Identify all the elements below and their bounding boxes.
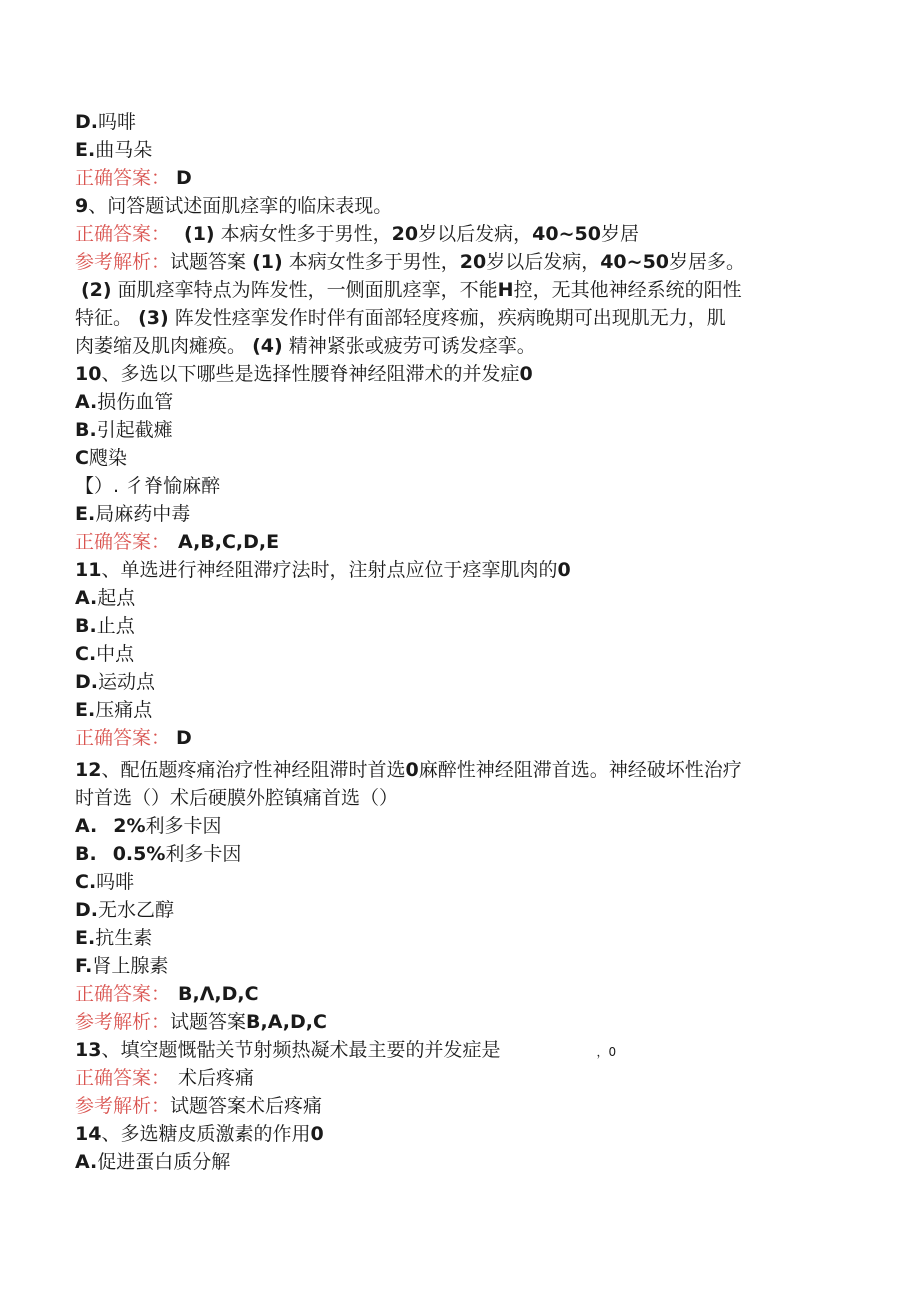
question-text: 、填空题慨骷关节射频热凝术最主要的并发症是 (101, 1039, 501, 1061)
option-text: 局麻药中毒 (95, 503, 191, 525)
option-a (75, 584, 845, 612)
question-number: 10 (75, 363, 102, 385)
option-d (75, 668, 845, 696)
option-label: B. (75, 843, 97, 865)
explanation-line (75, 332, 845, 360)
explanation-text: 岁以后发病， (486, 251, 601, 273)
option-a (75, 812, 845, 840)
explanation-line (75, 304, 845, 332)
question-10 (75, 360, 845, 388)
question-12 (75, 756, 845, 784)
point-number: (4) (252, 335, 283, 357)
number: 0.5% (112, 843, 166, 865)
option-label: E. (75, 699, 96, 721)
number: H (497, 279, 514, 301)
option-a (75, 388, 845, 416)
question-text: 、配伍题疼痛治疗性神经阻滞时首选 (101, 759, 406, 781)
answer-value: A,B,C,D,E (178, 531, 280, 553)
option-text: 抗生素 (95, 927, 153, 949)
option-e (75, 500, 845, 528)
question-end: 0 (519, 363, 533, 385)
option-text: 吗啡 (96, 871, 135, 893)
option-text: 利多卡因 (145, 815, 222, 837)
option-text: 曲马朵 (95, 139, 153, 161)
option-e (75, 924, 845, 952)
question-text: 、多选糖皮质激素的作用 (101, 1123, 311, 1145)
answer-text: 岁居 (600, 223, 639, 245)
question-11 (75, 556, 845, 584)
point-number: (1) (184, 223, 215, 245)
question-text: 麻醉性神经阻滞首选。神经破坏性治疗 (418, 759, 742, 781)
option-label: E. (75, 139, 96, 161)
point-number: (2) (81, 279, 112, 301)
option-label: F. (75, 955, 93, 977)
question-9 (75, 192, 845, 220)
option-label: B. (75, 615, 97, 637)
answer-text: 术后疼痛 (178, 1067, 255, 1089)
option-e (75, 136, 845, 164)
explanation-text: 阵发性痉挛发作时伴有面部轻度疼痂，疾病晚期可出现肌无力，肌 (174, 307, 726, 329)
option-text: 损伤血管 (97, 391, 174, 413)
explanation-text: 面肌痉挛特点为阵发性，一侧面肌痉挛，不能 (117, 279, 498, 301)
question-end: 0 (557, 559, 571, 581)
question-14 (75, 1120, 845, 1148)
question-number: 12 (75, 759, 102, 781)
option-label: B. (75, 419, 97, 441)
number: 2% (113, 815, 146, 837)
option-label: D. (75, 111, 98, 133)
option-label: D. (75, 899, 98, 921)
option-label: E. (75, 927, 96, 949)
option-text: 肾上腺素 (92, 955, 169, 977)
reference-explanation (75, 1008, 845, 1036)
option-text: 促进蛋白质分解 (97, 1151, 231, 1173)
question-13 (75, 1036, 845, 1066)
option-text: 中点 (96, 643, 135, 665)
option-d (75, 472, 845, 500)
option-f (75, 952, 845, 980)
option-text: 止点 (96, 615, 135, 637)
option-label: D. (75, 671, 98, 693)
explanation-text: 肉萎缩及肌肉瘫痪。 (75, 335, 247, 357)
option-text: 无水乙醇 (98, 899, 175, 921)
option-b (75, 416, 845, 444)
question-end: ，0 (596, 1045, 617, 1059)
option-label: C. (75, 871, 97, 893)
explanation-text: 试题答案 (170, 251, 247, 273)
explanation-label: 参考解析： (75, 1095, 171, 1117)
correct-answer (75, 164, 845, 192)
option-label: C (75, 447, 89, 469)
question-number: 13 (75, 1039, 102, 1061)
option-c (75, 444, 845, 472)
answer-label: 正确答案： (75, 727, 171, 749)
number: 40~50 (532, 223, 601, 245)
option-label: A. (75, 391, 98, 413)
option-text: 【）. 彳脊愉麻醉 (75, 475, 221, 497)
explanation-text: 精神紧张或疲劳可诱发痉挛。 (288, 335, 536, 357)
question-12-continued (75, 784, 845, 812)
answer-label: 正确答案： (75, 167, 171, 189)
explanation-value: B,A,D,C (246, 1011, 327, 1033)
correct-answer (75, 724, 845, 752)
reference-explanation (75, 248, 845, 276)
answer-value: D (176, 727, 192, 749)
correct-answer (75, 528, 845, 556)
answer-text: 岁以后发病， (418, 223, 533, 245)
option-text: 运动点 (98, 671, 156, 693)
number: 0 (405, 759, 419, 781)
correct-answer (75, 980, 845, 1008)
option-text: 引起截瘫 (96, 419, 173, 441)
answer-value: B,Λ,D,C (178, 983, 259, 1005)
option-b (75, 840, 845, 868)
option-text: 利多卡因 (165, 843, 242, 865)
reference-explanation (75, 1092, 845, 1120)
answer-label: 正确答案： (75, 1067, 171, 1089)
explanation-text: 岁居多。 (669, 251, 746, 273)
option-c (75, 640, 845, 668)
number: 20 (391, 223, 419, 245)
point-number: (3) (138, 307, 169, 329)
question-number: 11 (75, 559, 102, 581)
option-label: A. (75, 1151, 98, 1173)
question-text: 、问答题试述面肌痉挛的临床表现。 (88, 195, 393, 217)
option-c (75, 868, 845, 896)
explanation-label: 参考解析： (75, 251, 171, 273)
number: 20 (459, 251, 487, 273)
answer-label: 正确答案： (75, 223, 171, 245)
answer-text: 本病女性多于男性， (220, 223, 392, 245)
explanation-text: 控，无其他神经系统的阳性 (513, 279, 742, 301)
point-number: (1) (252, 251, 283, 273)
option-text: 飕染 (88, 447, 127, 469)
option-text: 起点 (97, 587, 136, 609)
option-e (75, 696, 845, 724)
explanation-line (75, 276, 845, 304)
explanation-text: 试题答案术后疼痛 (170, 1095, 323, 1117)
option-label: C. (75, 643, 97, 665)
question-end: 0 (310, 1123, 324, 1145)
option-label: A. (75, 815, 98, 837)
option-text: 压痛点 (95, 699, 153, 721)
explanation-label: 参考解析： (75, 1011, 171, 1033)
explanation-text: 特征。 (75, 307, 133, 329)
correct-answer (75, 220, 845, 248)
number: 40~50 (600, 251, 670, 273)
option-d (75, 896, 845, 924)
question-number: 9 (75, 195, 89, 217)
answer-label: 正确答案： (75, 531, 171, 553)
answer-value: D (176, 167, 192, 189)
question-text: 、单选进行神经阻滞疗法时，注射点应位于痉挛肌肉的 (101, 559, 558, 581)
option-text: 吗啡 (98, 111, 137, 133)
correct-answer (75, 1064, 845, 1092)
question-text: 、多选以下哪些是选择性腰脊神经阻滞术的并发症 (101, 363, 520, 385)
option-b (75, 612, 845, 640)
explanation-text: 试题答案 (170, 1011, 247, 1033)
question-number: 14 (75, 1123, 102, 1145)
explanation-text: 本病女性多于男性， (288, 251, 460, 273)
option-label: A. (75, 587, 98, 609)
option-label: E. (75, 503, 96, 525)
answer-label: 正确答案： (75, 983, 171, 1005)
option-d (75, 108, 845, 136)
question-text: 时首选（）术后硬膜外腔镇痛首选（） (75, 787, 399, 809)
option-a (75, 1148, 845, 1176)
